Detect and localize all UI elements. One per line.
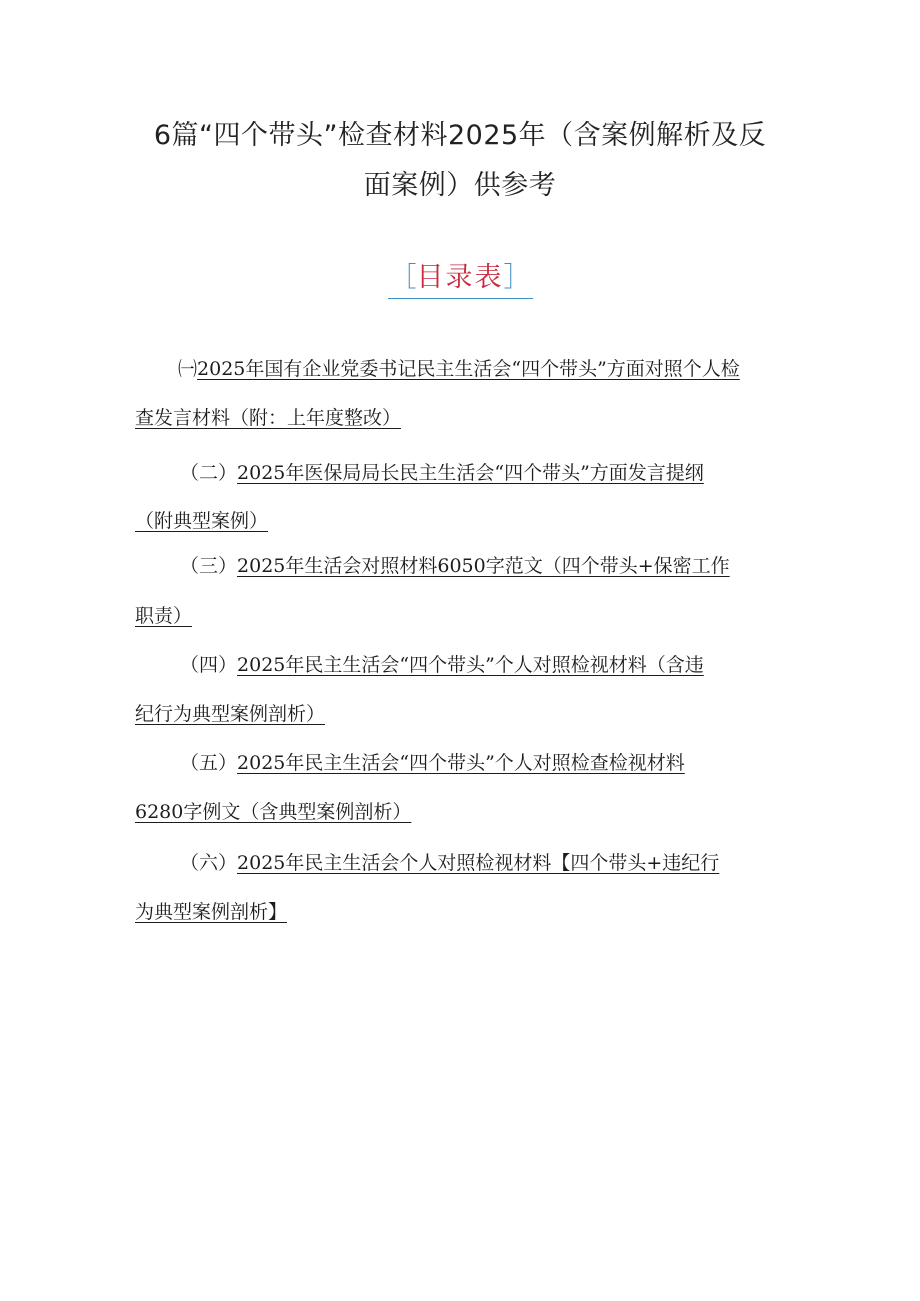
toc-entry-5-line-2[interactable] [135, 799, 411, 825]
toc-entry-2-number: （二） [180, 462, 238, 484]
toc-entry-3-number: （三） [180, 555, 238, 577]
toc-entry-2-line-1[interactable] [180, 460, 704, 486]
toc-entry-6-link-cont[interactable]: 为典型案例剖析】 [135, 901, 288, 923]
toc-entry-1-number: ㈠ [178, 358, 198, 380]
document-title-line-1: 6篇“四个带头”检查材料2025年（含案例解析及反 [153, 120, 767, 151]
toc-entry-1-line-2[interactable] [135, 405, 401, 431]
toc-entry-3-link[interactable]: 2025年生活会对照材料6050字范文（四个带头+保密工作 [237, 555, 730, 577]
toc-entry-2-line-2[interactable] [135, 508, 268, 534]
toc-entry-6-link[interactable]: 2025年民主生活会个人对照检视材料【四个带头+违纪行 [237, 852, 720, 874]
toc-heading-right-bracket: ］ [503, 262, 531, 293]
toc-entry-1-link-cont[interactable]: 查发言材料（附：上年度整改） [135, 407, 402, 429]
toc-entry-4-line-1[interactable] [180, 652, 704, 678]
toc-entry-1-line-1[interactable] [178, 356, 740, 382]
toc-entry-4-line-2[interactable] [135, 701, 325, 727]
toc-entry-5-link-cont[interactable]: 6280字例文（含典型案例剖析） [135, 801, 412, 823]
toc-entry-2-link-cont[interactable]: （附典型案例） [135, 510, 269, 532]
toc-entry-4-link-cont[interactable]: 纪行为典型案例剖析） [135, 703, 326, 725]
toc-entry-1-link[interactable]: 2025年国有企业党委书记民主生活会“四个带头”方面对照个人检 [197, 358, 740, 380]
toc-entry-2-link[interactable]: 2025年医保局局长民主生活会“四个带头”方面发言提纲 [237, 462, 704, 484]
toc-entry-4-link[interactable]: 2025年民主生活会“四个带头”个人对照检视材料（含违 [237, 654, 704, 676]
toc-heading-left-bracket: ［ [389, 262, 417, 293]
document-title-line-2: 面案例）供参考 [363, 170, 557, 201]
toc-entry-3-link-cont[interactable]: 职责） [135, 605, 193, 627]
toc-entry-6-line-1[interactable] [180, 850, 719, 876]
toc-entry-3-line-2[interactable] [135, 603, 192, 629]
toc-entry-3-line-1[interactable] [180, 553, 730, 579]
toc-entry-5-link[interactable]: 2025年民主生活会“四个带头”个人对照检查检视材料 [237, 752, 685, 774]
toc-entry-6-line-2[interactable] [135, 899, 287, 925]
toc-entry-5-line-1[interactable] [180, 750, 685, 776]
toc-entry-5-number: （五） [180, 752, 238, 774]
toc-entry-4-number: （四） [180, 654, 238, 676]
toc-heading-label: 目录表 [416, 262, 504, 293]
toc-entry-6-number: （六） [180, 852, 238, 874]
